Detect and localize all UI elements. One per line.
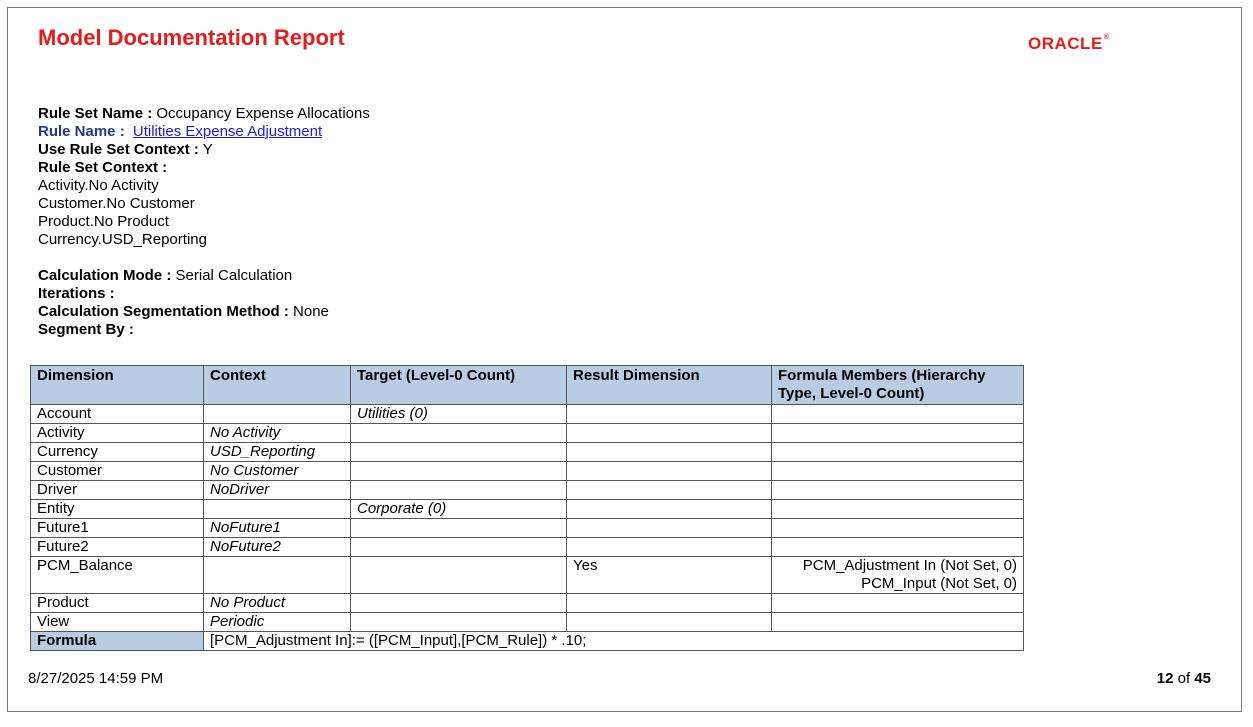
formula-expression: [PCM_Adjustment In]:= ([PCM_Input],[PCM_Rule]) * .10; bbox=[204, 632, 1024, 651]
logo-text: ORACLE bbox=[1028, 34, 1103, 53]
rule-set-name-value: Occupancy Expense Allocations bbox=[156, 105, 370, 122]
cell-formula-members bbox=[772, 481, 1024, 500]
cell-target bbox=[351, 424, 567, 443]
cell-target bbox=[351, 538, 567, 557]
header-context: Context bbox=[204, 366, 351, 405]
cell-dimension: PCM_Balance bbox=[31, 557, 204, 594]
cell-formula-members bbox=[772, 594, 1024, 613]
report-page bbox=[7, 7, 1242, 712]
cell-context: NoFuture1 bbox=[204, 519, 351, 538]
cell-result-dimension bbox=[567, 500, 772, 519]
cell-dimension: Future1 bbox=[31, 519, 204, 538]
table-header-row bbox=[31, 366, 1024, 405]
cell-result-dimension bbox=[567, 594, 772, 613]
cell-result-dimension bbox=[567, 462, 772, 481]
page-of-label: of bbox=[1177, 670, 1191, 687]
oracle-logo bbox=[1028, 34, 1109, 54]
table-row bbox=[31, 462, 1024, 481]
cell-context: No Activity bbox=[204, 424, 351, 443]
calculation-mode-value: Serial Calculation bbox=[175, 267, 293, 284]
cell-dimension: Account bbox=[31, 405, 204, 424]
cell-target bbox=[351, 462, 567, 481]
iterations-label: Iterations : bbox=[38, 285, 115, 302]
cell-dimension: Future2 bbox=[31, 538, 204, 557]
rule-name-link[interactable]: Utilities Expense Adjustment bbox=[132, 123, 323, 140]
context-item: Activity.No Activity bbox=[38, 177, 159, 194]
cell-result-dimension bbox=[567, 443, 772, 462]
use-rule-set-context-label: Use Rule Set Context : bbox=[38, 141, 199, 158]
cell-dimension: View bbox=[31, 613, 204, 632]
registered-mark: ® bbox=[1103, 34, 1110, 41]
formula-row bbox=[31, 632, 1024, 651]
cell-context bbox=[204, 500, 351, 519]
cell-formula-members: PCM_Input (Not Set, 0) bbox=[772, 575, 1024, 594]
page-total: 45 bbox=[1194, 670, 1211, 687]
cell-target bbox=[351, 481, 567, 500]
context-item: Customer.No Customer bbox=[38, 195, 195, 212]
cell-target bbox=[351, 557, 567, 594]
cell-formula-members bbox=[772, 424, 1024, 443]
report-timestamp: 8/27/2025 14:59 PM bbox=[28, 670, 164, 687]
cell-context: USD_Reporting bbox=[204, 443, 351, 462]
cell-result-dimension bbox=[567, 519, 772, 538]
page-current: 12 bbox=[1156, 670, 1174, 687]
context-item: Currency.USD_Reporting bbox=[38, 231, 207, 248]
cell-context: No Customer bbox=[204, 462, 351, 481]
cell-formula-members bbox=[772, 500, 1024, 519]
cell-target: Corporate (0) bbox=[351, 500, 567, 519]
header-result-dimension: Result Dimension bbox=[567, 366, 772, 405]
cell-formula-members bbox=[772, 613, 1024, 632]
cell-result-dimension bbox=[567, 481, 772, 500]
cell-dimension: Product bbox=[31, 594, 204, 613]
cell-context bbox=[204, 557, 351, 594]
segment-by-line bbox=[38, 321, 370, 339]
iterations-line bbox=[38, 285, 370, 303]
cell-dimension: Currency bbox=[31, 443, 204, 462]
cell-dimension: Entity bbox=[31, 500, 204, 519]
cell-formula-members bbox=[772, 443, 1024, 462]
cell-result-dimension: Yes bbox=[567, 557, 772, 594]
segment-by-label: Segment By : bbox=[38, 321, 134, 338]
cell-target bbox=[351, 519, 567, 538]
cell-context: NoDriver bbox=[204, 481, 351, 500]
cell-dimension: Customer bbox=[31, 462, 204, 481]
formula-label: Formula bbox=[31, 632, 204, 651]
cell-dimension: Activity bbox=[31, 424, 204, 443]
table-row bbox=[31, 405, 1024, 424]
dimension-table bbox=[30, 365, 1024, 651]
cell-target: Utilities (0) bbox=[351, 405, 567, 424]
cell-result-dimension bbox=[567, 538, 772, 557]
table-row bbox=[31, 613, 1024, 632]
rule-name-label: Rule Name : bbox=[38, 123, 125, 140]
table-row bbox=[31, 500, 1024, 519]
table-row bbox=[31, 424, 1024, 443]
header-dimension: Dimension bbox=[31, 366, 204, 405]
calculation-mode-label: Calculation Mode : bbox=[38, 267, 172, 284]
calculation-mode-line bbox=[38, 267, 370, 285]
segmentation-method-line bbox=[38, 303, 370, 321]
context-item: Product.No Product bbox=[38, 213, 169, 230]
rule-set-name-label: Rule Set Name : bbox=[38, 105, 153, 122]
cell-context bbox=[204, 405, 351, 424]
cell-formula-members bbox=[772, 519, 1024, 538]
cell-formula-members bbox=[772, 405, 1024, 424]
segmentation-method-label: Calculation Segmentation Method : bbox=[38, 303, 289, 320]
table-row bbox=[31, 481, 1024, 500]
table-row bbox=[31, 443, 1024, 462]
use-rule-set-context-line bbox=[38, 141, 370, 159]
cell-context: NoFuture2 bbox=[204, 538, 351, 557]
cell-result-dimension bbox=[567, 613, 772, 632]
cell-target bbox=[351, 613, 567, 632]
rule-metadata bbox=[38, 105, 370, 339]
rule-name-line bbox=[38, 123, 370, 141]
cell-result-dimension bbox=[567, 424, 772, 443]
rule-set-name-line bbox=[38, 105, 370, 123]
cell-target bbox=[351, 594, 567, 613]
cell-context: Periodic bbox=[204, 613, 351, 632]
cell-target bbox=[351, 443, 567, 462]
cell-dimension: Driver bbox=[31, 481, 204, 500]
segmentation-method-value: None bbox=[293, 303, 329, 320]
table-row bbox=[31, 538, 1024, 557]
cell-context: No Product bbox=[204, 594, 351, 613]
page-number bbox=[1157, 670, 1211, 687]
table-row bbox=[31, 519, 1024, 538]
cell-formula-members: PCM_Adjustment In (Not Set, 0) bbox=[772, 557, 1024, 576]
header-target: Target (Level-0 Count) bbox=[351, 366, 567, 405]
header-formula-members: Formula Members (Hierarchy Type, Level-0 Count) bbox=[772, 366, 1024, 405]
cell-formula-members bbox=[772, 462, 1024, 481]
use-rule-set-context-value: Y bbox=[202, 141, 213, 158]
rule-set-context-line bbox=[38, 159, 370, 177]
table-row bbox=[31, 594, 1024, 613]
spacer bbox=[38, 249, 370, 267]
report-title: Model Documentation Report bbox=[38, 25, 345, 50]
cell-result-dimension bbox=[567, 405, 772, 424]
cell-formula-members bbox=[772, 538, 1024, 557]
table-row bbox=[31, 557, 1024, 576]
rule-set-context-label: Rule Set Context : bbox=[38, 159, 168, 176]
